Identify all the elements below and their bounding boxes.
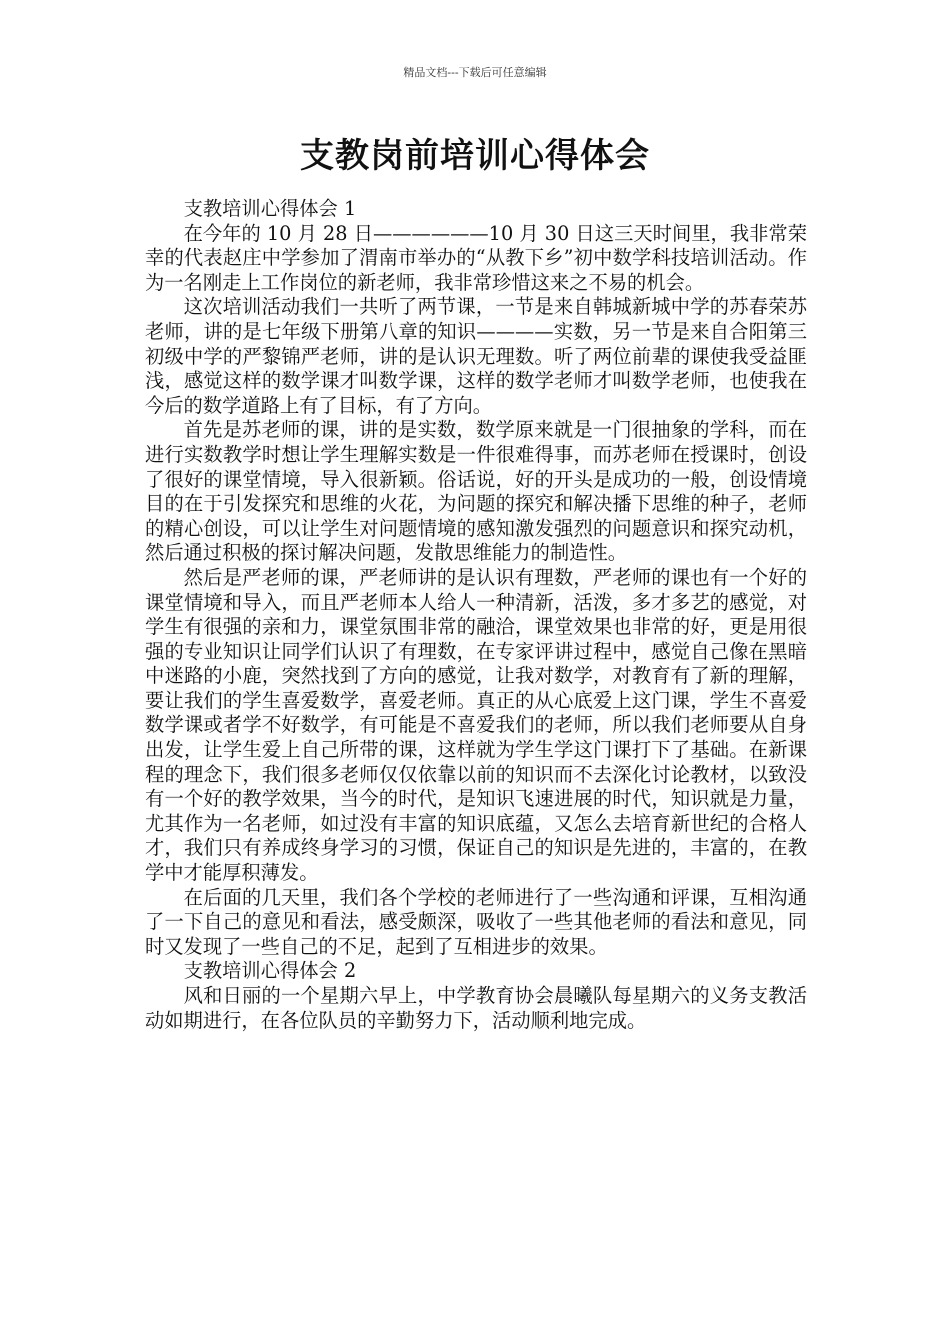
- section-heading: 支教培训心得体会 1: [183, 197, 357, 220]
- document-title: 支教岗前培训心得体会: [300, 136, 650, 176]
- paragraph: 在今年的 10 月 28 日——————10 月 30 日这三天时间里，我非常荣幸的代表赵庄中学参加了渭南市举办的“从教下乡”初中数学科技培训活动。作为一名刚走上工作岗位的新老师，我非常珍惜这来之不易的机会。: [145, 221, 807, 294]
- paragraph: 然后是严老师的课，严老师讲的是认识有理数，严老师的课也有一个好的课堂情境和导入，而且严老师本人给人一种清新，活泼，多才多艺的感觉，对学生有很强的亲和力，课堂氛围非常的融洽，课堂效果也非常的好，更是用很强的专业知识让同学们认识了有理数，在专家评讲过程中，感觉自己像在黑暗中迷路的小鹿，突然找到了方向的感觉，让我对数学，对教育有了新的理解，要让我们的学生喜爱数学，喜爱老师。真正的从心底爱上这门课，学生不喜爱数学课或者学不好数学，有可能是不喜爱我们的老师，所以我们老师要从自身出发，让学生爱上自己所带的课，这样就为学生学这门课打下了基础。在新课程的理念下，我们很多老师仅仅依靠以前的知识而不去深化讨论教材，以致没有一个好的教学效果，当今的时代，是知识飞速进展的时代，知识就是力量，尤其作为一名老师，如过没有丰富的知识底蕴，又怎么去培育新世纪的合格人才，我们只有养成终身学习的习惯，保证自己的知识是先进的，丰富的，在教学中才能厚积薄发。: [145, 565, 807, 885]
- paragraph: 首先是苏老师的课，讲的是实数，数学原来就是一门很抽象的学科，而在进行实数教学时想让学生理解实数是一件很难得事，而苏老师在授课时，创设了很好的课堂情境，导入很新颖。俗话说，好的开头是成功的一般，创设情境目的在于引发探究和思维的火花，为问题的探究和解决播下思维的种子，老师的精心创设，可以让学生对问题情境的感知激发强烈的问题意识和探究动机，然后通过积极的探讨解决问题，发散思维能力的制造性。: [145, 418, 807, 565]
- section-1: [145, 197, 807, 959]
- section-heading: 支教培训心得体会 2: [183, 959, 357, 983]
- paragraph: 这次培训活动我们一共听了两节课，一节是来自韩城新城中学的苏春荣苏老师，讲的是七年级下册第八章的知识————实数，另一节是来自合阳第三初级中学的严黎锦严老师，讲的是认识无理数。听了两位前辈的课使我受益匪浅，感觉这样的数学课才叫数学课，这样的数学老师才叫数学老师，也使我在今后的数学道路上有了目标，有了方向。: [145, 295, 807, 417]
- page-header-note: 精品文档---下载后可任意编辑: [403, 66, 547, 79]
- section-2: [145, 959, 807, 1033]
- paragraph: 在后面的几天里，我们各个学校的老师进行了一些沟通和评课，互相沟通了一下自己的意见和看法，感受颇深，吸收了一些其他老师的看法和意见，同时又发现了一些自己的不足，起到了互相进步的效果。: [145, 885, 807, 958]
- document-body: [145, 197, 807, 1033]
- paragraph: 风和日丽的一个星期六早上，中学教育协会晨曦队每星期六的义务支教活动如期进行，在各位队员的辛勤努力下，活动顺利地完成。: [145, 984, 807, 1032]
